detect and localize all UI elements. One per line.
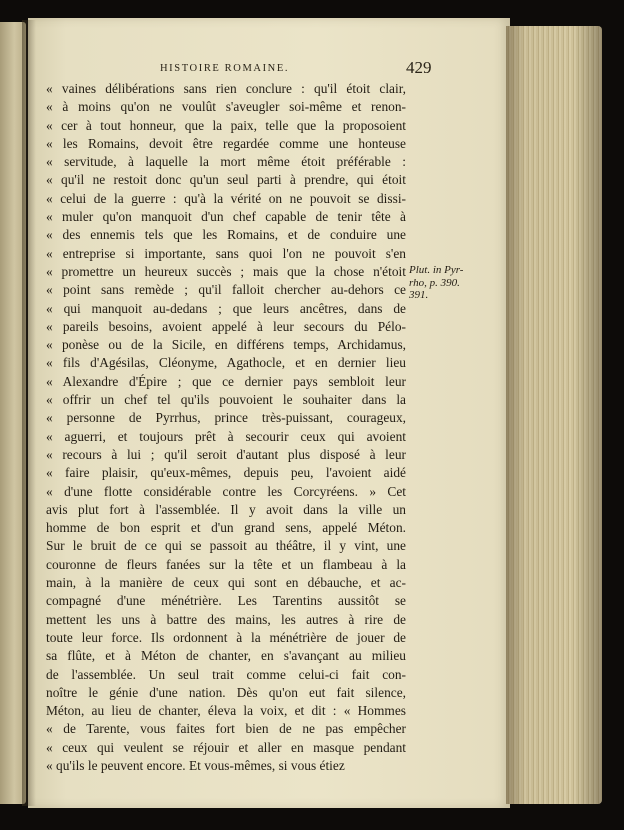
text-line: « cer à tout honneur, que la paix, telle que la proposoient (46, 117, 406, 133)
running-head: HISTOIRE ROMAINE. (160, 63, 290, 74)
text-line: « fils d'Agésilas, Cléonyme, Agathocle, et en dernier lieu (46, 355, 406, 371)
text-line: avis plut fort à l'assemblée. Il y avoit dans la ville un (46, 501, 406, 517)
text-line: « Alexandre d'Épire ; que ce dernier pays sembloit leur (46, 373, 406, 389)
text-line: « qui manquoit au-dedans ; que leurs ancêtres, dans de (46, 300, 406, 316)
text-line: « promettre un heureux succès ; mais que la chose n'étoit (46, 263, 406, 279)
text-line: sa flûte, et à Méton de chanter, en s'avançant au milieu (46, 648, 406, 664)
text-line: noître le génie d'une nation. Dès qu'on eut fait silence, (46, 684, 406, 700)
text-line: « aguerri, et toujours prêt à secourir ceux qui avoient (46, 428, 406, 444)
text-line: « celui de la guerre : qu'à la vérité on ne pouvoit se dissi- (46, 190, 406, 206)
text-line: « point sans remède ; qu'il falloit chercher au-dehors ce (46, 282, 406, 298)
page-number: 429 (406, 58, 432, 77)
text-line: toute leur force. Ils ordonnent à la ménétrière de jouer de (46, 629, 406, 645)
text-line: « servitude, à laquelle la mort même étoit préférable : (46, 154, 406, 170)
text-line: « vaines délibérations sans rien conclure : qu'il étoit clair, (46, 81, 406, 96)
margin-note (409, 264, 501, 302)
text-line: « pareils besoins, avoient appelé à leur secours du Pélo- (46, 318, 406, 334)
text-line: main, à la manière de ceux qui sont en débauche, et ac- (46, 575, 406, 591)
text-line: « personne de Pyrrhus, prince très-puissant, courageux, (46, 410, 406, 426)
text-line: « faire plaisir, qu'eux-mêmes, depuis peu, l'avoient aidé (46, 465, 406, 481)
text-line: homme de bon esprit et d'un grand sens, appelé Méton. (46, 520, 406, 536)
text-line: Méton, au lieu de chanter, éleva la voix, et dit : « Hommes (46, 703, 406, 719)
text-line: mettent les uns à battre des mains, les autres à rire de (46, 611, 406, 627)
text-line: Sur le bruit de ce qui se passoit au théâtre, il y vint, une (46, 538, 406, 554)
margin-note-line: rho, p. 390. (409, 276, 460, 289)
text-line: « à moins qu'on ne voulût s'aveugler soi-même et renon- (46, 99, 406, 115)
text-line: « recours à lui ; qu'il seroit d'autant plus disposé à leur (46, 446, 406, 462)
page-block-shade (506, 26, 602, 804)
text-line: « ceux qui veulent se réjouir et aller en masque pendant (46, 739, 406, 755)
text-line: couronne de fleurs fanées sur la tête et un flambeau à la (46, 556, 406, 572)
text-line: « des ennemis tels que les Romains, et de conduire une (46, 227, 406, 243)
text-line: « qu'il ne restoit donc qu'un seul parti à prendre, qui étoit (46, 172, 406, 188)
text-line: « entreprise si importante, sans quoi l'on ne pouvoit s'en (46, 245, 406, 261)
text-line: « ponèse ou de la Sicile, en différens temps, Archidamus, (46, 337, 406, 353)
text-line: « offrir un chef tel qu'ils pouvoient le souhaiter dans la (46, 392, 406, 408)
body-text (46, 80, 406, 775)
margin-note-line: Plut. in Pyr- (409, 264, 464, 276)
text-line: « de Tarente, vous faites fort bien de ne pas empêcher (46, 721, 406, 737)
text-line: « muler qu'on manquoit d'un chef capable de tenir tête à (46, 209, 406, 225)
book-gutter (22, 20, 36, 806)
text-line: de l'assemblée. Un seul trait comme celui-ci fait con- (46, 666, 406, 682)
text-line: « les Romains, devoit être regardée comme une honteuse (46, 135, 406, 151)
margin-note-line: 391. (409, 289, 429, 301)
text-line: « d'une flotte considérable contre les Corcyréens. » Cet (46, 483, 406, 499)
text-line: « qu'ils le peuvent encore. Et vous-mêmes, si vous étiez (46, 757, 345, 773)
text-line: compagné d'une ménétrière. Les Tarentins aussitôt se (46, 593, 406, 609)
